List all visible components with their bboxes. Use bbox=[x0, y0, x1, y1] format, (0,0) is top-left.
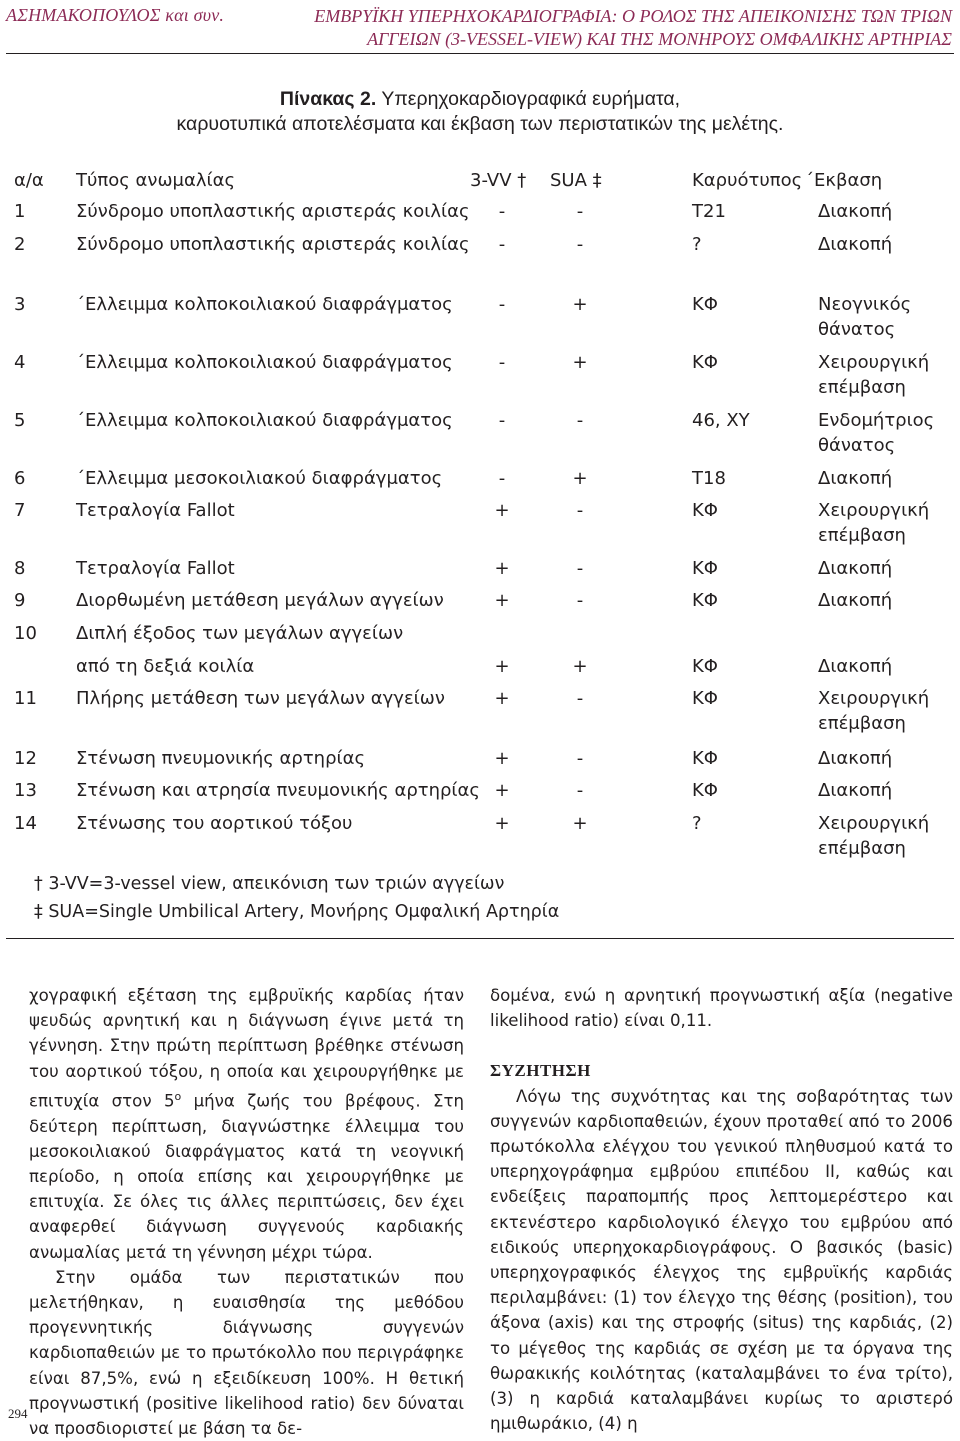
sua-result: - bbox=[576, 500, 584, 521]
karyotype: T18 bbox=[692, 468, 726, 489]
vv-result: + bbox=[494, 813, 510, 834]
row-number: 1 bbox=[14, 201, 26, 222]
sua-result: - bbox=[576, 201, 584, 222]
sua-result: - bbox=[576, 410, 584, 431]
body-paragraph: Λόγω της συχνότητας και της σοβαρότητας των συγγενών καρδιοπαθειών, έχουν προταθεί από το 2006 πρωτόκολλα ελέγχου του γενικού πληθυσμού κατά το υπερηχογράφημα εμβρύου επιπέδου ΙΙ, καθώς και ενδείξεις παραπομπής προς λεπτομερέστερο και εκτενέστερο καρδιολογικό έλεγχο του εμβρύου από ειδικούς υπερηχοκαρδιογράφους. Ο βασικός (basic) υπερηχογραφικός έλεγχος της εμβρυϊκής καρδιάς περιλαμβάνει: (1) τον έλεγχο της θέσης (position), του άξονα (axis) και της στροφής (situs) της καρδιάς, (2) το μέγεθος της καρδιάς σε σχέση με τα όργανα της θωρακικής κοιλότητας (καταλαμβάνει το ένα τρίτο), (3) η καρδιά καταλαμβάνει κυρίως το αριστερό ημιθωράκιο, (4) η bbox=[490, 1086, 953, 1434]
karyotype: 46, XY bbox=[692, 410, 750, 431]
karyotype: ΚΦ bbox=[692, 780, 718, 801]
header-3vv: 3-VV † bbox=[470, 170, 527, 191]
karyotype: ΚΦ bbox=[692, 500, 718, 521]
karyotype: ΚΦ bbox=[692, 688, 718, 709]
row-number: 13 bbox=[14, 780, 37, 801]
karyotype: ? bbox=[692, 234, 702, 255]
anomaly-type: ΄Ελλειμμα κολποκοιλιακού διαφράγματος bbox=[76, 410, 453, 431]
sua-result: - bbox=[576, 688, 584, 709]
karyotype: ? bbox=[692, 813, 702, 834]
outcome: Ενδομήτριος θάνατος bbox=[818, 410, 935, 456]
karyotype: ΚΦ bbox=[692, 558, 718, 579]
karyotype: ΚΦ bbox=[692, 590, 718, 611]
sua-result: + bbox=[572, 352, 588, 373]
sua-result: - bbox=[576, 234, 584, 255]
outcome: Διακοπή bbox=[818, 656, 893, 677]
body-paragraph: δομένα, ενώ η αρνητική προγνωστική αξία (negative likelihood ratio) είναι 0,11. bbox=[490, 986, 953, 1031]
row-number: 7 bbox=[14, 500, 26, 521]
outcome: Διακοπή bbox=[818, 748, 893, 769]
vv-result: + bbox=[494, 558, 510, 579]
body-text: χογραφική εξέταση της εμβρυϊκής καρδίας ήταν ψευδώς αρνητική και η διάγνωση έγινε μετά τη γέννηση. Στην πρώτη περίπτωση βρέθηκε στένωση του αορτικού τόξου, η οποία και χειρουργήθηκε με επιτυχία στον 5 bbox=[29, 986, 464, 1111]
header-sua: SUA ‡ bbox=[550, 170, 602, 191]
section-title: ΣΥΖΗΤΗΣΗ bbox=[490, 1061, 591, 1081]
anomaly-type: Σύνδρομο υποπλαστικής αριστεράς κοιλίας bbox=[76, 234, 470, 255]
karyotype: ΚΦ bbox=[692, 352, 718, 373]
header-type: Τύπος ανωμαλίας bbox=[76, 170, 236, 191]
table-caption bbox=[0, 87, 960, 137]
anomaly-type: ΄Ελλειμμα κολποκοιλιακού διαφράγματος bbox=[76, 294, 453, 315]
anomaly-type: Πλήρης μετάθεση των μεγάλων αγγείων bbox=[76, 688, 445, 709]
vv-result: + bbox=[494, 780, 510, 801]
row-number: 10 bbox=[14, 623, 37, 644]
anomaly-type: Στένωση και ατρησία πνευμονικής αρτηρίας bbox=[76, 780, 480, 801]
table-header-row bbox=[0, 168, 960, 194]
running-header-title bbox=[252, 5, 952, 51]
anomaly-type: Διορθωμένη μετάθεση μεγάλων αγγείων bbox=[76, 590, 444, 611]
outcome: Χειρουργική επέμβαση bbox=[818, 688, 930, 734]
outcome: Χειρουργική επέμβαση bbox=[818, 500, 930, 546]
karyotype: T21 bbox=[692, 201, 726, 222]
anomaly-type: Τετραλογία Fallot bbox=[76, 558, 235, 579]
table-caption-title: Πίνακας 2. bbox=[279, 88, 377, 110]
row-number: 14 bbox=[14, 813, 37, 834]
sua-result: - bbox=[576, 558, 584, 579]
vv-result: + bbox=[494, 656, 510, 677]
karyotype: ΚΦ bbox=[692, 294, 718, 315]
anomaly-type: ΄Ελλειμμα μεσοκοιλιακού διαφράγματος bbox=[76, 468, 443, 489]
outcome: Χειρουργική επέμβαση bbox=[818, 352, 930, 398]
footnote-sua: ‡ SUA=Single Umbilical Artery, Μονήρης Ομφαλική Αρτηρία bbox=[34, 902, 560, 922]
anomaly-type: Σύνδρομο υποπλαστικής αριστεράς κοιλίας bbox=[76, 201, 470, 222]
outcome: Νεογνικός θάνατος bbox=[818, 294, 912, 340]
vv-result: - bbox=[498, 352, 506, 373]
vv-result: - bbox=[498, 468, 506, 489]
body-paragraph bbox=[29, 983, 464, 1265]
table-caption-text: Υπερηχοκαρδιογραφικά ευρήματα, bbox=[381, 88, 681, 110]
vv-result: - bbox=[498, 294, 506, 315]
anomaly-type: Διπλή έξοδος των μεγάλων αγγείων bbox=[76, 623, 404, 644]
anomaly-type-continuation: από τη δεξιά κοιλία bbox=[76, 656, 255, 677]
outcome: Διακοπή bbox=[818, 468, 893, 489]
vv-result: + bbox=[494, 748, 510, 769]
table-caption-line2: καρυοτυπικά αποτελέσματα και έκβαση των περιστατικών της μελέτης. bbox=[176, 113, 784, 135]
body-paragraph: Στην ομάδα των περιστατικών που μελετήθηκαν, η ευαισθησία της μεθόδου προγεννητικής διάγνωσης συγγενών καρδιοπαθειών με το πρωτόκολλο που περιγράφηκε είναι 87,5%, ενώ η εξειδίκευση 100%. Η θετική προγνωστική (positive likelihood ratio) δεν δύναται να προσδιοριστεί με βάση τα δε- bbox=[29, 1267, 464, 1438]
sua-result: - bbox=[576, 590, 584, 611]
row-number: 6 bbox=[14, 468, 26, 489]
header-num: α/α bbox=[14, 170, 44, 191]
anomaly-type: Τετραλογία Fallot bbox=[76, 500, 235, 521]
vv-result: + bbox=[494, 688, 510, 709]
header-outcome: ΄Εκβαση bbox=[805, 170, 883, 191]
outcome: Χειρουργική επέμβαση bbox=[818, 813, 930, 859]
row-number: 11 bbox=[14, 688, 37, 709]
outcome: Διακοπή bbox=[818, 590, 893, 611]
vv-result: - bbox=[498, 410, 506, 431]
sua-result: + bbox=[572, 656, 588, 677]
vv-result: - bbox=[498, 234, 506, 255]
row-number: 8 bbox=[14, 558, 26, 579]
row-number: 2 bbox=[14, 234, 26, 255]
sua-result: + bbox=[572, 468, 588, 489]
sua-result: + bbox=[572, 294, 588, 315]
vv-result: + bbox=[494, 500, 510, 521]
karyotype: ΚΦ bbox=[692, 748, 718, 769]
row-number: 9 bbox=[14, 590, 26, 611]
table-bottom-rule bbox=[6, 938, 954, 939]
vv-result: - bbox=[498, 201, 506, 222]
row-number: 5 bbox=[14, 410, 26, 431]
outcome: Διακοπή bbox=[818, 234, 893, 255]
header-rule bbox=[6, 53, 954, 54]
header-karyotype: Καρυότυπος bbox=[692, 170, 803, 191]
superscript: ο bbox=[174, 1089, 182, 1103]
row-number: 12 bbox=[14, 748, 37, 769]
row-number: 3 bbox=[14, 294, 26, 315]
table-caption-line1 bbox=[0, 87, 960, 112]
outcome: Διακοπή bbox=[818, 780, 893, 801]
footnote-3vv: † 3-VV=3-vessel view, απεικόνιση των τριών αγγείων bbox=[34, 874, 505, 894]
sua-result: - bbox=[576, 748, 584, 769]
karyotype: ΚΦ bbox=[692, 656, 718, 677]
body-column-right bbox=[490, 983, 953, 1436]
body-text: μήνα ζωής του βρέφους. Στη δεύτερη περίπτωση, διαγνώστηκε έλλειμμα του μεσοκοιλιακού διαφράγματος κατά τη νεογνική περίοδο, η οποία επίσης και χειρουργήθηκε με επιτυχία. Σε όλες τις άλλες περιπτώσεις, δεν έχει αναφερθεί διάγνωση συγγενούς καρδιακής ανωμαλίας μετά τη γέννηση μέχρι τώρα. bbox=[29, 1091, 464, 1262]
running-header-title-line1: ΕΜΒΡΥΪΚΗ ΥΠΕΡΗΧΟΚΑΡΔΙΟΓΡΑΦΙΑ: Ο ΡΟΛΟΣ ΤΗΣ ΑΠΕΙΚΟΝΙΣΗΣ ΤΩΝ ΤΡΙΩΝ bbox=[314, 6, 952, 26]
running-header-title-line2: ΑΓΓΕΙΩΝ (3-VESSEL-VIEW) ΚΑΙ ΤΗΣ ΜΟΝΗΡΟΥΣ ΟΜΦΑΛΙΚΗΣ ΑΡΤΗΡΙΑΣ bbox=[367, 29, 952, 49]
page-number: 294 bbox=[8, 1406, 28, 1421]
outcome: Διακοπή bbox=[818, 201, 893, 222]
vv-result: + bbox=[494, 590, 510, 611]
body-column-left bbox=[29, 983, 464, 1441]
running-header-authors: ΑΣΗΜΑΚΟΠΟΥΛΟΣ και συν. bbox=[6, 5, 225, 25]
outcome: Διακοπή bbox=[818, 558, 893, 579]
row-number: 4 bbox=[14, 352, 26, 373]
anomaly-type: Στένωση πνευμονικής αρτηρίας bbox=[76, 748, 366, 769]
anomaly-type: Στένωσης του αορτικού τόξου bbox=[76, 813, 353, 834]
anomaly-type: ΄Ελλειμμα κολποκοιλιακού διαφράγματος bbox=[76, 352, 453, 373]
sua-result: - bbox=[576, 780, 584, 801]
sua-result: + bbox=[572, 813, 588, 834]
